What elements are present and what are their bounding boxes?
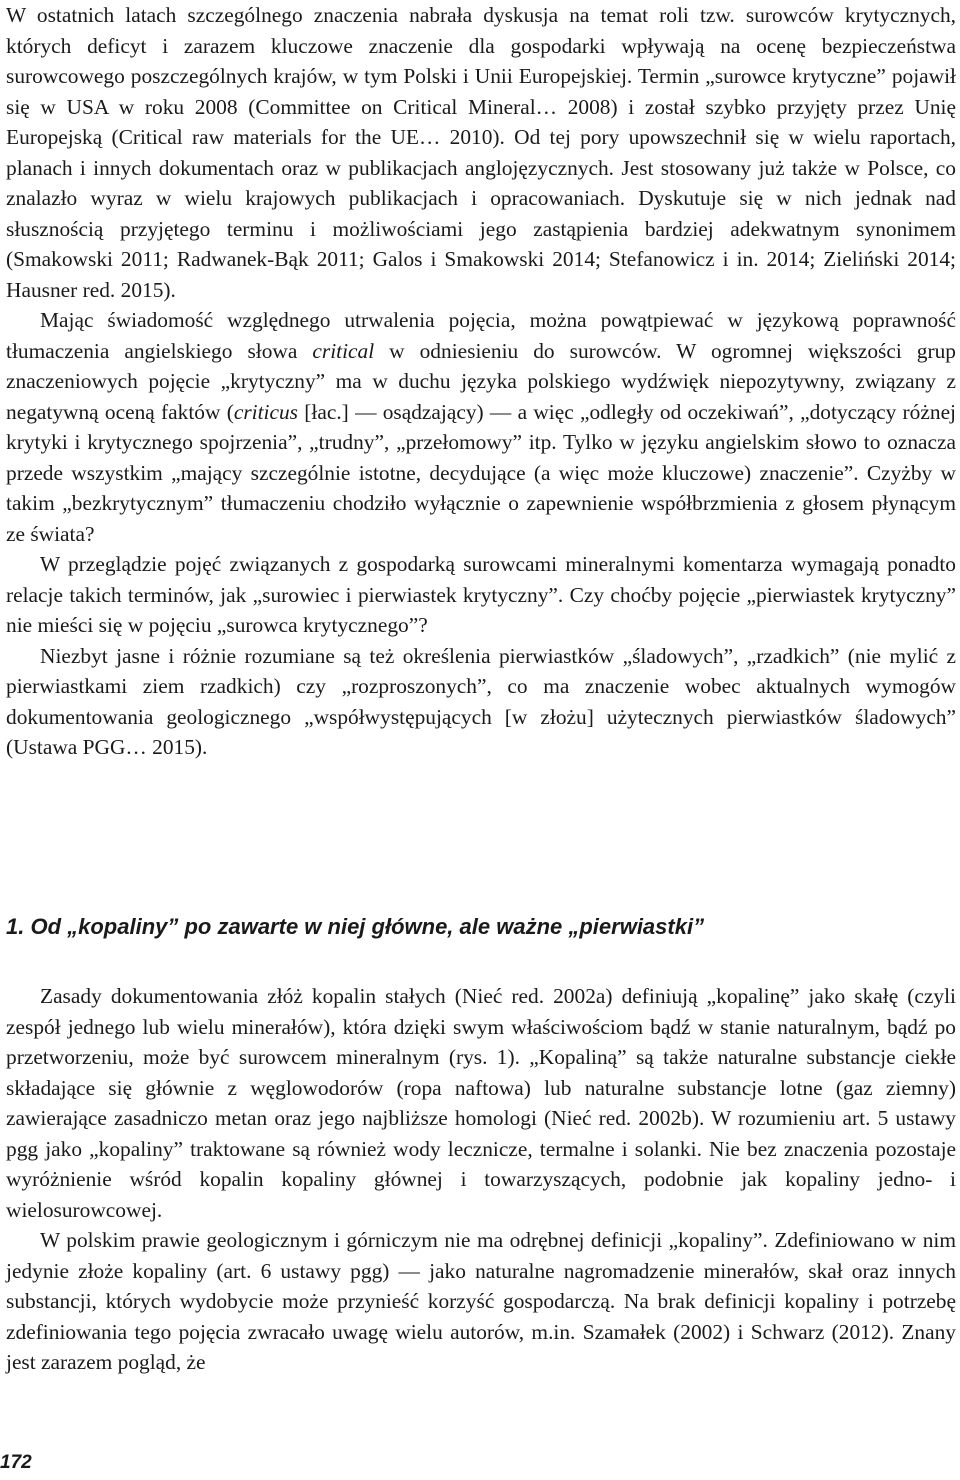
paragraph <box>6 641 956 763</box>
italic-term: criticus <box>233 399 299 424</box>
page-number: 172 <box>0 1452 32 1473</box>
text-run: W polskim prawie geologicznym i górniczym nie ma odrębnej definicji „kopaliny”. Zdefiniowano w nim jedynie złoże kopaliny (art. 6 ustawy pgg) — jako naturalne nagromadzenie minerałów, skał oraz innych substancji, których wydobycie może przynieść korzyść gospodarczą. Na brak definicji kopaliny i potrzebę zdefiniowania tego pojęcia zwracało uwagę wielu autorów, m.in. Szamałek (2002) i Schwarz (2012). Znany jest zarazem pogląd, że <box>6 1228 956 1374</box>
paragraph <box>6 305 956 549</box>
italic-term: critical <box>312 338 375 363</box>
paragraph <box>6 1225 956 1378</box>
text-run: Zasady dokumentowania złóż kopalin stałych (Nieć red. 2002a) definiują „kopalinę” jako skałę (czyli zespół jednego lub wielu minerałów), która dzięki swym właściwościom bądź w stanie naturalnym, bądź po przetworzeniu, może być surowcem mineralnym (rys. 1). „Kopaliną” są także naturalne substancje ciekłe składające się głównie z węglowodorów (ropa naftowa) lub naturalne substancje lotne (gaz ziemny) zawierające zasadniczo metan oraz jego najbliższe homologi (Nieć red. 2002b). W rozumieniu art. 5 ustawy pgg jako „kopaliny” traktowane są również wody lecznicze, termalne i solanki. Nie bez znaczenia pozostaje wyróżnienie wśród kopalin kopaliny głównej i towarzyszących, podobnie jak kopaliny jedno- i wielosurowcowej. <box>6 984 956 1222</box>
paragraph <box>6 549 956 641</box>
paragraph <box>6 981 956 1225</box>
text-run: Niezbyt jasne i różnie rozumiane są też określenia pierwiastków „śladowych”, „rzadkich” (nie mylić z pierwiastkami ziem rzadkich) czy „rozproszonych”, co ma znaczenie wobec aktualnych wymogów dokumentowania geologicznego „współwystępujących [w złożu] użytecznych pierwiastków śladowych” (Ustawa PGG… 2015). <box>6 643 956 759</box>
paragraph <box>6 0 956 305</box>
text-run: w odniesieniu do surowców. W ogromnej większości grup znaczeniowych pojęcie „krytyczny” ma w duchu języka polskiego wydźwięk niepozytywny, związany z negatywną oceną faktów ( <box>6 338 956 424</box>
section-heading: 1. Od „kopaliny” po zawarte w niej główne, ale ważne „pierwiastki” <box>6 914 705 939</box>
text-run: W przeglądzie pojęć związanych z gospodarką surowcami mineralnymi komentarza wymagają ponadto relacje takich terminów, jak „surowiec i pierwiastek krytyczny”. Czy choćby pojęcie „pierwiastek krytyczny” nie mieści się w pojęciu „surowca krytycznego”? <box>6 552 956 637</box>
text-run: W ostatnich latach szczególnego znaczenia nabrała dyskusja na temat roli tzw. surowców krytycznych, których deficyt i zarazem kluczowe znaczenie dla gospodarki wpływają na ocenę bezpieczeństwa surowcowego poszczególnych krajów, w tym Polski i Unii Europejskiej. Termin „surowce krytyczne” pojawił się w USA w roku 2008 (Committee on Critical Mineral… 2008) i został szybko przyjęty przez Unię Europejską (Critical raw materials for the UE… 2010). Od tej pory upowszechnił się w wielu raportach, planach i innych dokumentach oraz w publikacjach anglojęzycznych. Jest stosowany już także w Polsce, co znalazło wyraz w wielu krajowych publikacjach i opracowaniach. Dyskutuje się w nich jednak nad słusznością przyjętego terminu i możliwościami jego zastąpienia bardziej adekwatnym synonimem (Smakowski 2011; Radwanek-Bąk 2011; Galos i Smakowski 2014; Stefanowicz i in. 2014; Zieliński 2014; Hausner red. 2015). <box>6 3 956 302</box>
body-text-bottom <box>6 981 956 1378</box>
body-text-top <box>6 0 956 763</box>
text-run: [łac.] — osądzający) — a więc „odległy od oczekiwań”, „dotyczący różnej krytyki i krytycznego spojrzenia”, „trudny”, „przełomowy” itp. Tylko w języku angielskim słowo to oznacza przede wszystkim „mający szczególnie istotne, decydujące (a więc może kluczowe) znaczenie”. Czyżby w takim „bezkrytycznym” tłumaczeniu chodziło wyłącznie o zapewnienie współbrzmienia z głosem płynącym ze świata? <box>6 399 957 546</box>
text-run: Mając świadomość względnego utrwalenia pojęcia, można powątpiewać w językową poprawność tłumaczenia angielskiego słowa <box>6 308 956 363</box>
